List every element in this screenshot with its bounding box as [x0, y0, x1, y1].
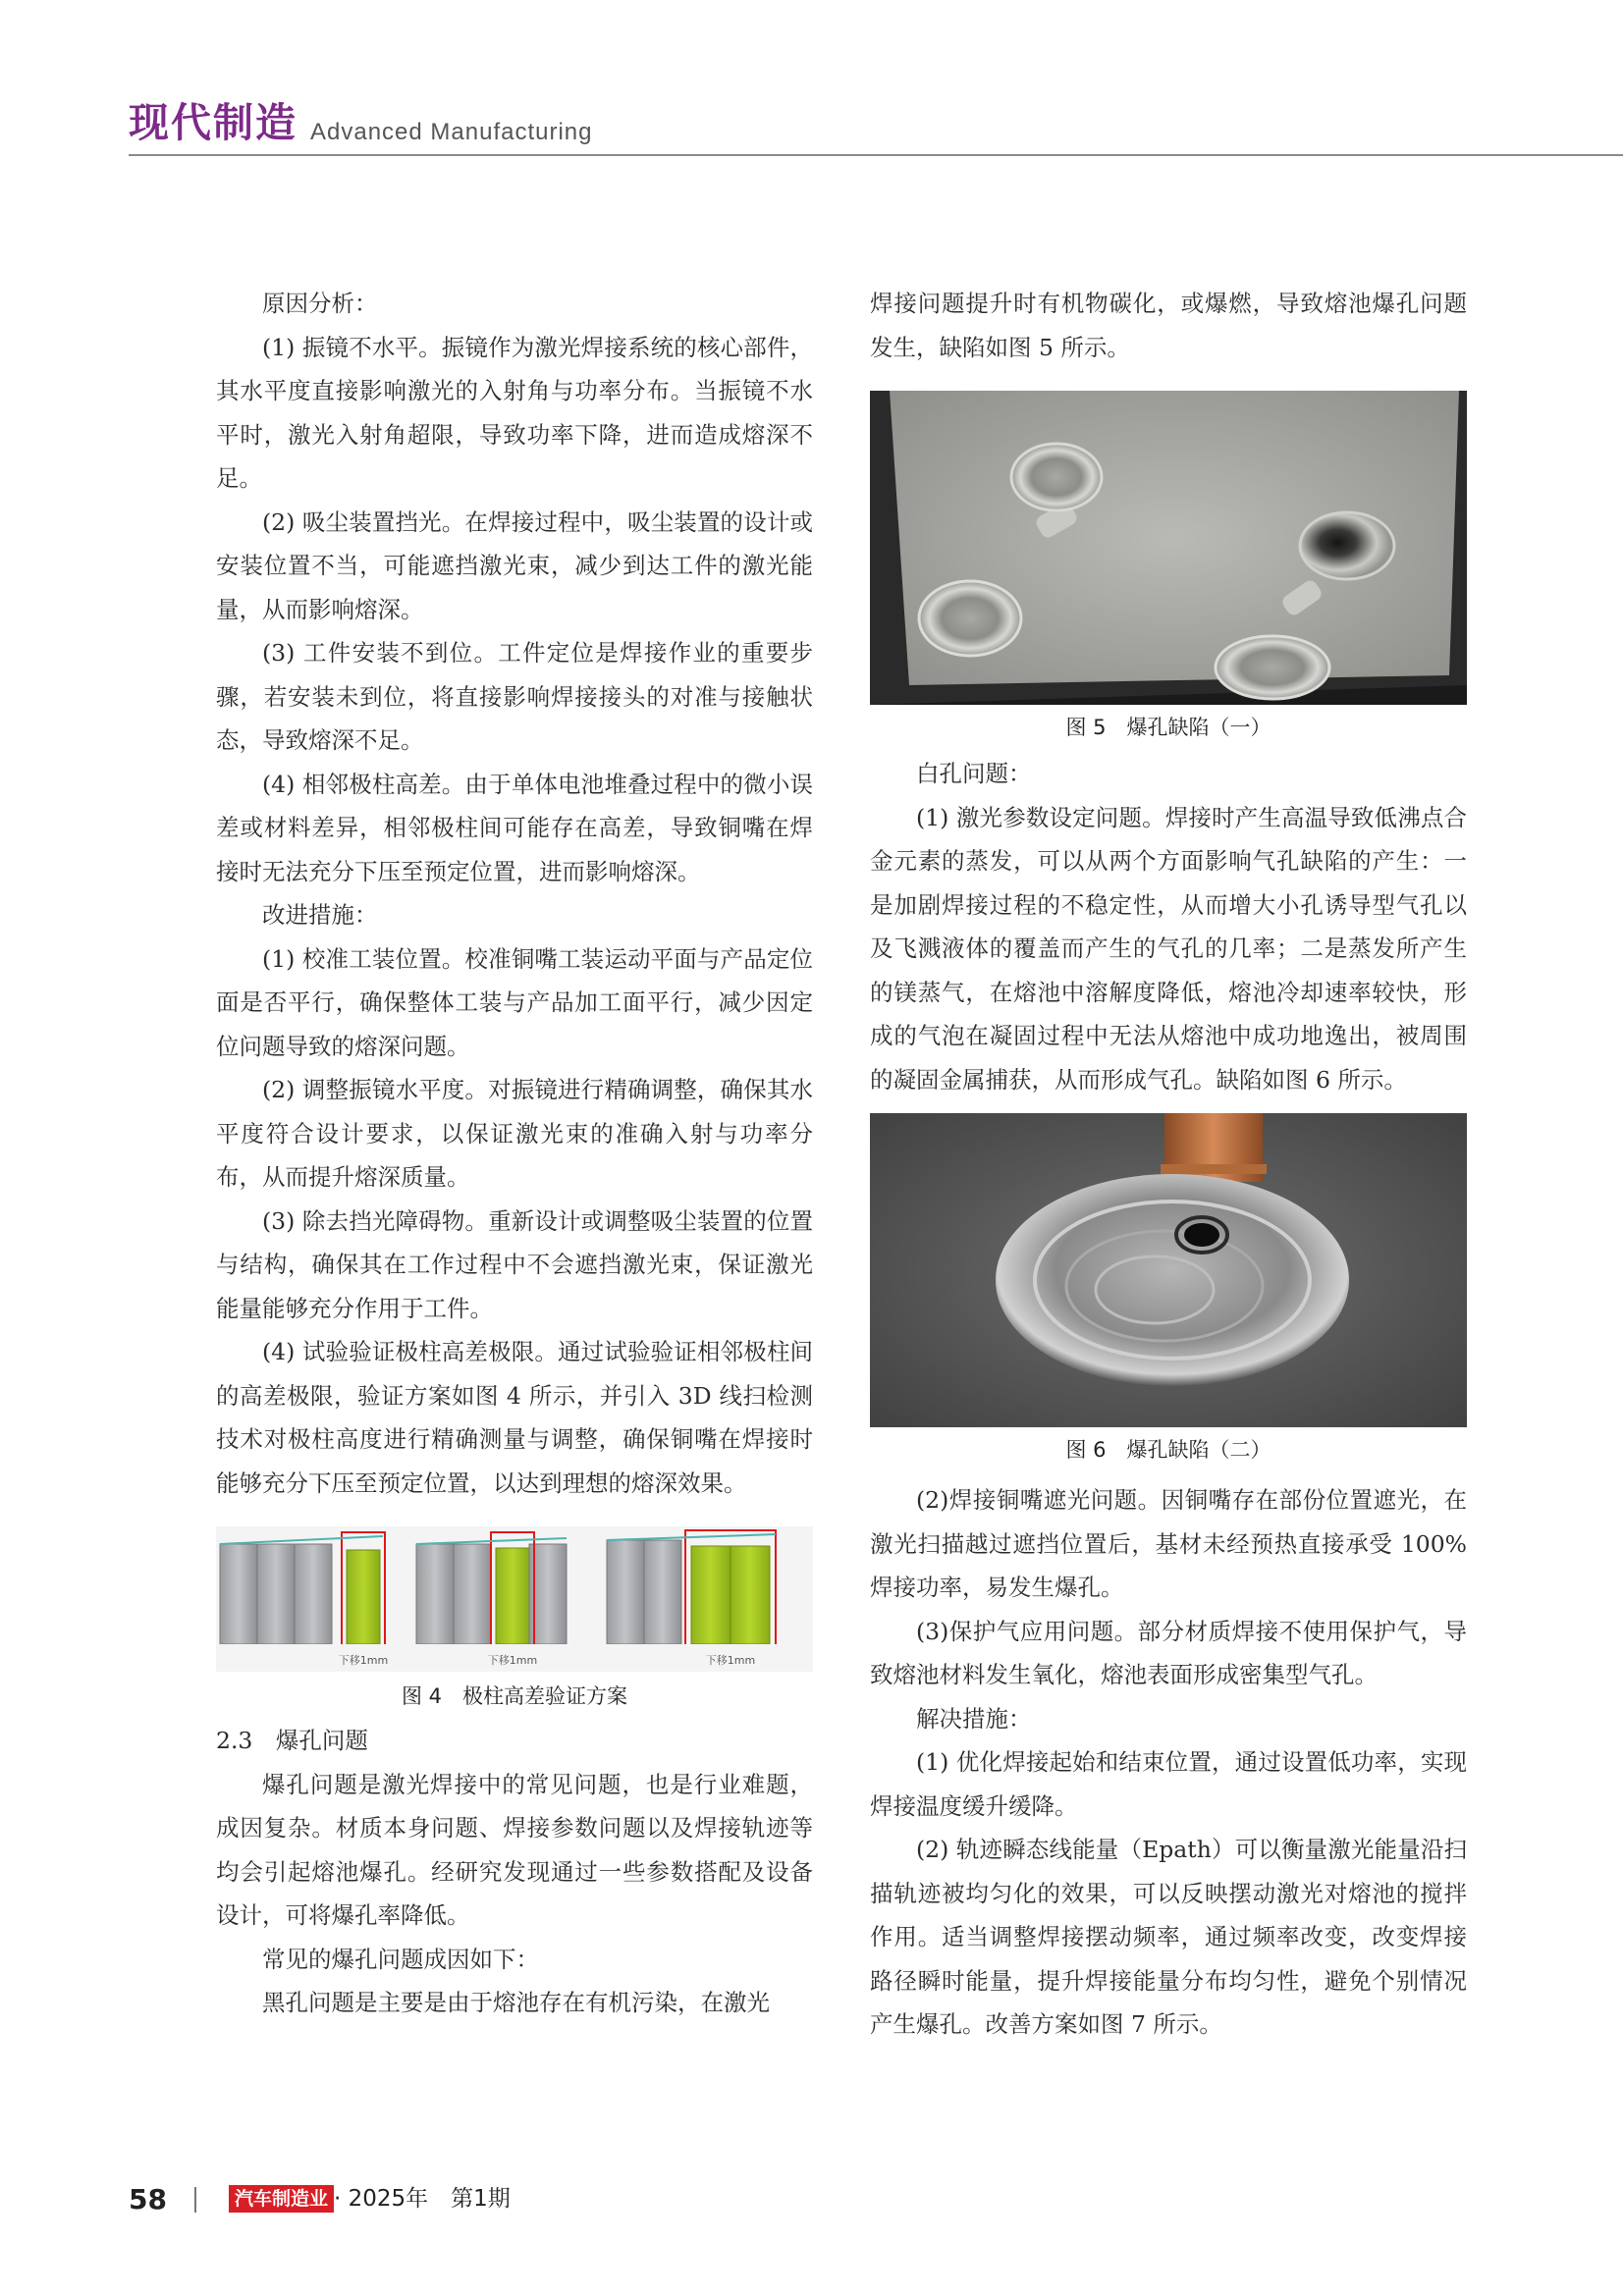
right-column	[870, 282, 1467, 2047]
section-heading: 2.3 爆孔问题	[216, 1727, 368, 1754]
figure-5	[870, 391, 1467, 744]
magazine-section-title: 现代制造	[129, 99, 298, 146]
figure-4	[216, 1526, 813, 1713]
magazine-logo: 汽车制造业	[229, 2185, 334, 2213]
paragraph: (2) 轨迹瞬态线能量（Epath）可以衡量激光能量沿扫描轨迹被均匀化的效果，可以反映摆动激光对熔池的搅拌作用。适当调整焊接摆动频率，通过频率改变，改变焊接路径瞬时能量，提升焊接能量分布均匀性，避免个别情况产生爆孔。改善方案如图 7 所示。	[870, 1836, 1467, 2038]
paragraph: (2) 调整振镜水平度。对振镜进行精确调整，确保其水平度符合设计要求，以保证激光束的准确入射与功率分布，从而提升熔深质量。	[216, 1076, 813, 1191]
paragraph: 解决措施：	[916, 1704, 1032, 1733]
figure-6-caption: 图 6 爆孔缺陷（二）	[1065, 1438, 1271, 1462]
fig4-label-1: 下移1mm	[338, 1654, 389, 1667]
paragraph: (4) 试验验证极柱高差极限。通过试验验证相邻极柱间的高差极限，验证方案如图 4 所示，并引入 3D 线扫检测技术对极柱高度进行精确测量与调整，确保铜嘴在焊接时能够充分下压至预定位置，以达到理想的熔深效果。	[216, 1338, 813, 1497]
fig4-label-3: 下移1mm	[705, 1654, 756, 1667]
figure-6	[870, 1113, 1467, 1467]
paragraph: (1) 振镜不水平。振镜作为激光焊接系统的核心部件，其水平度直接影响激光的入射角与功率分布。当振镜不水平时，激光入射角超限，导致功率下降，进而造成熔深不足。	[216, 333, 813, 492]
paragraph: 白孔问题：	[916, 760, 1032, 787]
figure-5-caption: 图 5 爆孔缺陷（一）	[1065, 716, 1271, 739]
fig4-group-2	[416, 1532, 567, 1652]
paragraph: (1) 优化焊接起始和结束位置，通过设置低功率，实现焊接温度缓升缓降。	[870, 1748, 1467, 1820]
paragraph: 常见的爆孔问题成因如下：	[262, 1945, 539, 1973]
paragraph: (3) 除去挡光障碍物。重新设计或调整吸尘装置的位置与结构，确保其在工作过程中不会遮挡激光束，保证激光能量能够充分作用于工件。	[216, 1206, 813, 1322]
paragraph: (2)焊接铜嘴遮光问题。因铜嘴存在部份位置遮光，在激光扫描越过遮挡位置后，基材未经预热直接承受 100% 焊接功率，易发生爆孔。	[870, 1486, 1467, 1601]
paragraph: (3) 工件安装不到位。工件定位是焊接作业的重要步骤，若安装未到位，将直接影响焊接接头的对准与接触状态，导致熔深不足。	[216, 639, 813, 754]
figure-6-image	[870, 1113, 1467, 1427]
paragraph: 改进措施：	[262, 901, 378, 929]
issue-info: · 2025年 第1期	[334, 2186, 511, 2212]
paragraph: (2) 吸尘装置挡光。在焊接过程中，吸尘装置的设计或安装位置不当，可能遮挡激光束，减少到达工件的激光能量，从而影响熔深。	[216, 507, 813, 623]
left-column	[216, 282, 813, 2025]
paragraph: 爆孔问题是激光焊接中的常见问题，也是行业难题，成因复杂。材质本身问题、焊接参数问题以及焊接轨迹等均会引起熔池爆孔。经研究发现通过一些参数搭配及设备设计，可将爆孔率降低。	[216, 1770, 813, 1929]
figure-4-caption: 图 4 极柱高差验证方案	[401, 1684, 628, 1708]
paragraph: 原因分析：	[262, 290, 378, 317]
paragraph: (3)保护气应用问题。部分材质焊接不使用保护气，导致熔池材料发生氧化，熔池表面形成密集型气孔。	[870, 1617, 1467, 1688]
footer-divider	[194, 2187, 196, 2213]
fig4-group-1	[220, 1532, 385, 1652]
figure-5-image	[870, 391, 1467, 705]
header-divider	[129, 154, 1623, 156]
figure-4-image	[216, 1526, 813, 1672]
page-number: 58	[129, 2183, 167, 2216]
fig4-label-2: 下移1mm	[487, 1654, 538, 1667]
paragraph: 焊接问题提升时有机物碳化，或爆燃，导致熔池爆孔问题发生，缺陷如图 5 所示。	[870, 290, 1467, 361]
paragraph: (1) 激光参数设定问题。焊接时产生高温导致低沸点合金元素的蒸发，可以从两个方面影响气孔缺陷的产生：一是加剧焊接过程的不稳定性，从而增大小孔诱导型气孔以及飞溅液体的覆盖而产生的气孔的几率；二是蒸发所产生的镁蒸气，在熔池中溶解度降低，熔池冷却速率较快，形成的气泡在凝固过程中无法从熔池中成功地逸出，被周围的凝固金属捕获，从而形成气孔。缺陷如图 6 所示。	[870, 803, 1467, 1094]
page-header	[0, 0, 1623, 167]
paragraph: (4) 相邻极柱高差。由于单体电池堆叠过程中的微小误差或材料差异，相邻极柱间可能存在高差，导致铜嘴在焊接时无法充分下压至预定位置，进而影响熔深。	[216, 770, 813, 885]
magazine-section-subtitle: Advanced Manufacturing	[310, 119, 593, 145]
fig4-group-3	[607, 1530, 776, 1652]
paragraph: 黑孔问题是主要是由于熔池存在有机污染，在激光	[262, 1989, 770, 2016]
paragraph: (1) 校准工装位置。校准铜嘴工装运动平面与产品定位面是否平行，确保整体工装与产品加工面平行，减少因定位问题导致的熔深问题。	[216, 944, 813, 1060]
page-footer	[0, 2179, 1623, 2238]
